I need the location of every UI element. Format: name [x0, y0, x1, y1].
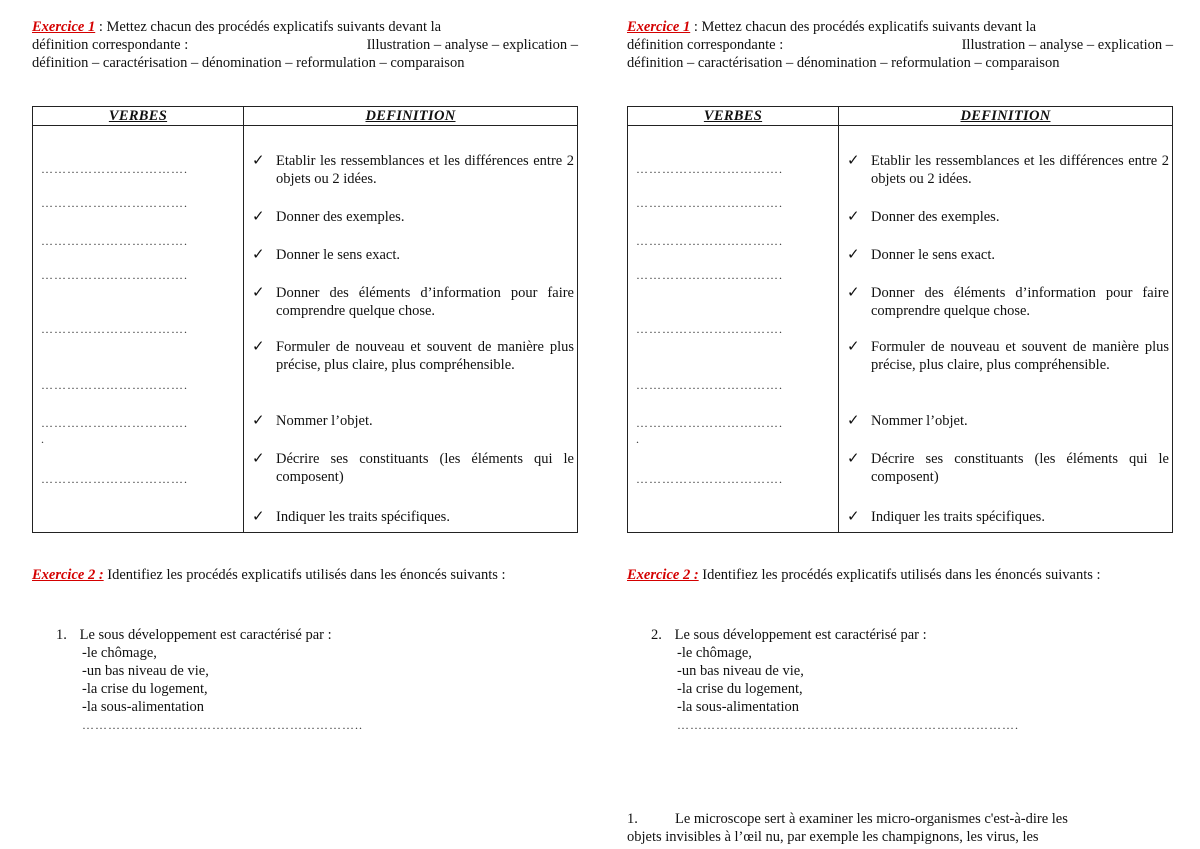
blank-line[interactable]: …………………………….	[636, 416, 783, 430]
left-page	[32, 18, 578, 732]
definition-item: ✓ Donner des éléments d’information pour faire comprendre quelque chose.	[252, 285, 574, 319]
blank-line[interactable]: …………………………….	[41, 162, 188, 176]
definition-item: ✓ Décrire ses constituants (les éléments qui le composent)	[252, 451, 574, 485]
stray-dot: .	[636, 432, 639, 446]
exercise1-line2-right: Illustration – analyse – explication –	[366, 37, 578, 53]
matching-table	[627, 106, 1173, 533]
definition-item: ✓ Donner le sens exact.	[252, 247, 401, 263]
blank-line[interactable]: …………………………….	[41, 378, 188, 392]
answer-blank[interactable]: ………………………………………………………..	[82, 718, 363, 732]
definition-item: ✓ Nommer l’objet.	[847, 413, 968, 429]
exercise2-section	[627, 566, 1173, 732]
paragraph-number: 1.	[627, 811, 638, 827]
checkmark-icon: ✓	[847, 209, 860, 225]
checkmark-icon: ✓	[252, 413, 265, 429]
blank-line[interactable]: …………………………….	[636, 472, 783, 486]
definition-item: ✓ Formuler de nouveau et souvent de manière plus précise, plus claire, plus compréhensible.	[252, 339, 574, 373]
blank-line[interactable]: …………………………….	[636, 268, 783, 282]
exercise2-title: Exercice 2 :	[32, 567, 104, 583]
checkmark-icon: ✓	[847, 413, 860, 429]
blank-line[interactable]: …………………………….	[636, 234, 783, 248]
item-number: 2.	[651, 627, 662, 643]
definition-item: ✓ Donner des exemples.	[252, 209, 405, 225]
checkmark-icon: ✓	[847, 339, 860, 355]
exercise1-options: définition – caractérisation – dénomination – reformulation – comparaison	[627, 55, 1060, 71]
exercise1-title: Exercice 1	[627, 19, 691, 35]
checkmark-icon: ✓	[252, 247, 265, 263]
exercise1-intro: : Mettez chacun des procédés explicatifs suivants devant la	[98, 19, 442, 35]
definition-item: ✓ Donner le sens exact.	[847, 247, 996, 263]
checkmark-icon: ✓	[252, 285, 265, 301]
header-verbes: VERBES	[628, 107, 839, 126]
definitions-column	[839, 126, 1173, 533]
exercise2-instructions: Exercice 2 : Identifiez les procédés explicatifs utilisés dans les énoncés suivants :	[627, 567, 1101, 583]
checkmark-icon: ✓	[252, 451, 265, 467]
blank-line[interactable]: …………………………….	[41, 234, 188, 248]
exercise1-line2-right: Illustration – analyse – explication –	[961, 37, 1173, 53]
definition-item: ✓ Etablir les ressemblances et les différences entre 2 objets ou 2 idées.	[847, 153, 1169, 187]
definition-item: ✓ Donner des exemples.	[847, 209, 1000, 225]
blank-line[interactable]: …………………………….	[41, 472, 188, 486]
right-page	[627, 18, 1173, 845]
definition-item: ✓ Décrire ses constituants (les éléments qui le composent)	[847, 451, 1169, 485]
blank-line[interactable]: …………………………….	[636, 162, 783, 176]
exercise1-intro: : Mettez chacun des procédés explicatifs suivants devant la	[693, 19, 1037, 35]
exercise2-section	[32, 566, 578, 732]
definition-item: ✓ Etablir les ressemblances et les différences entre 2 objets ou 2 idées.	[252, 153, 574, 187]
checkmark-icon: ✓	[252, 209, 265, 225]
checkmark-icon: ✓	[847, 285, 860, 301]
definition-item: ✓ Nommer l’objet.	[252, 413, 373, 429]
matching-table	[32, 106, 578, 533]
definitions-column	[244, 126, 578, 533]
checkmark-icon: ✓	[252, 509, 265, 525]
definition-item: ✓ Formuler de nouveau et souvent de manière plus précise, plus claire, plus compréhensible.	[847, 339, 1169, 373]
exercise1-title: Exercice 1	[32, 19, 96, 35]
checkmark-icon: ✓	[847, 451, 860, 467]
exercise1-instructions	[32, 18, 578, 72]
stray-dot: .	[41, 432, 44, 446]
blank-line[interactable]: …………………………….	[636, 378, 783, 392]
verbs-column	[628, 126, 839, 533]
exercise1-line2-left: définition correspondante :	[32, 37, 189, 53]
blank-line[interactable]: …………………………….	[636, 322, 783, 336]
definition-item: ✓ Donner des éléments d’information pour faire comprendre quelque chose.	[847, 285, 1169, 319]
statement-list: 2. Le sous développement est caractérisé par : -le chômage, -un bas niveau de vie, -la crise du logement, -la sous-alimentation …………………………………………………………………….	[651, 627, 1019, 732]
verbs-column	[33, 126, 244, 533]
exercise2-title: Exercice 2 :	[627, 567, 699, 583]
checkmark-icon: ✓	[252, 153, 265, 169]
checkmark-icon: ✓	[847, 153, 860, 169]
checkmark-icon: ✓	[252, 339, 265, 355]
blank-line[interactable]: …………………………….	[41, 416, 188, 430]
exercise1-options: définition – caractérisation – dénomination – reformulation – comparaison	[32, 55, 465, 71]
blank-line[interactable]: …………………………….	[41, 268, 188, 282]
blank-line[interactable]: …………………………….	[41, 196, 188, 210]
checkmark-icon: ✓	[847, 509, 860, 525]
exercise2-instructions: Exercice 2 : Identifiez les procédés explicatifs utilisés dans les énoncés suivants :	[32, 567, 506, 583]
item-number: 1.	[56, 627, 67, 643]
blank-line[interactable]: …………………………….	[41, 322, 188, 336]
definition-item: ✓ Indiquer les traits spécifiques.	[847, 509, 1045, 525]
blank-line[interactable]: …………………………….	[636, 196, 783, 210]
header-definition: DEFINITION	[244, 107, 578, 126]
microscope-paragraph: 1. Le microscope sert à examiner les micro-organismes c'est-à-dire les objets invisibles à l’œil nu, par exemple les champignons, les virus, les	[627, 811, 1068, 845]
exercise1-instructions	[627, 18, 1173, 72]
answer-blank[interactable]: …………………………………………………………………….	[677, 718, 1019, 732]
checkmark-icon: ✓	[847, 247, 860, 263]
definition-item: ✓ Indiquer les traits spécifiques.	[252, 509, 450, 525]
header-verbes: VERBES	[33, 107, 244, 126]
exercise1-line2-left: définition correspondante :	[627, 37, 784, 53]
header-definition: DEFINITION	[839, 107, 1173, 126]
statement-list: 1. Le sous développement est caractérisé par : -le chômage, -un bas niveau de vie, -la crise du logement, -la sous-alimentation ………………………………………………………..	[56, 627, 363, 732]
